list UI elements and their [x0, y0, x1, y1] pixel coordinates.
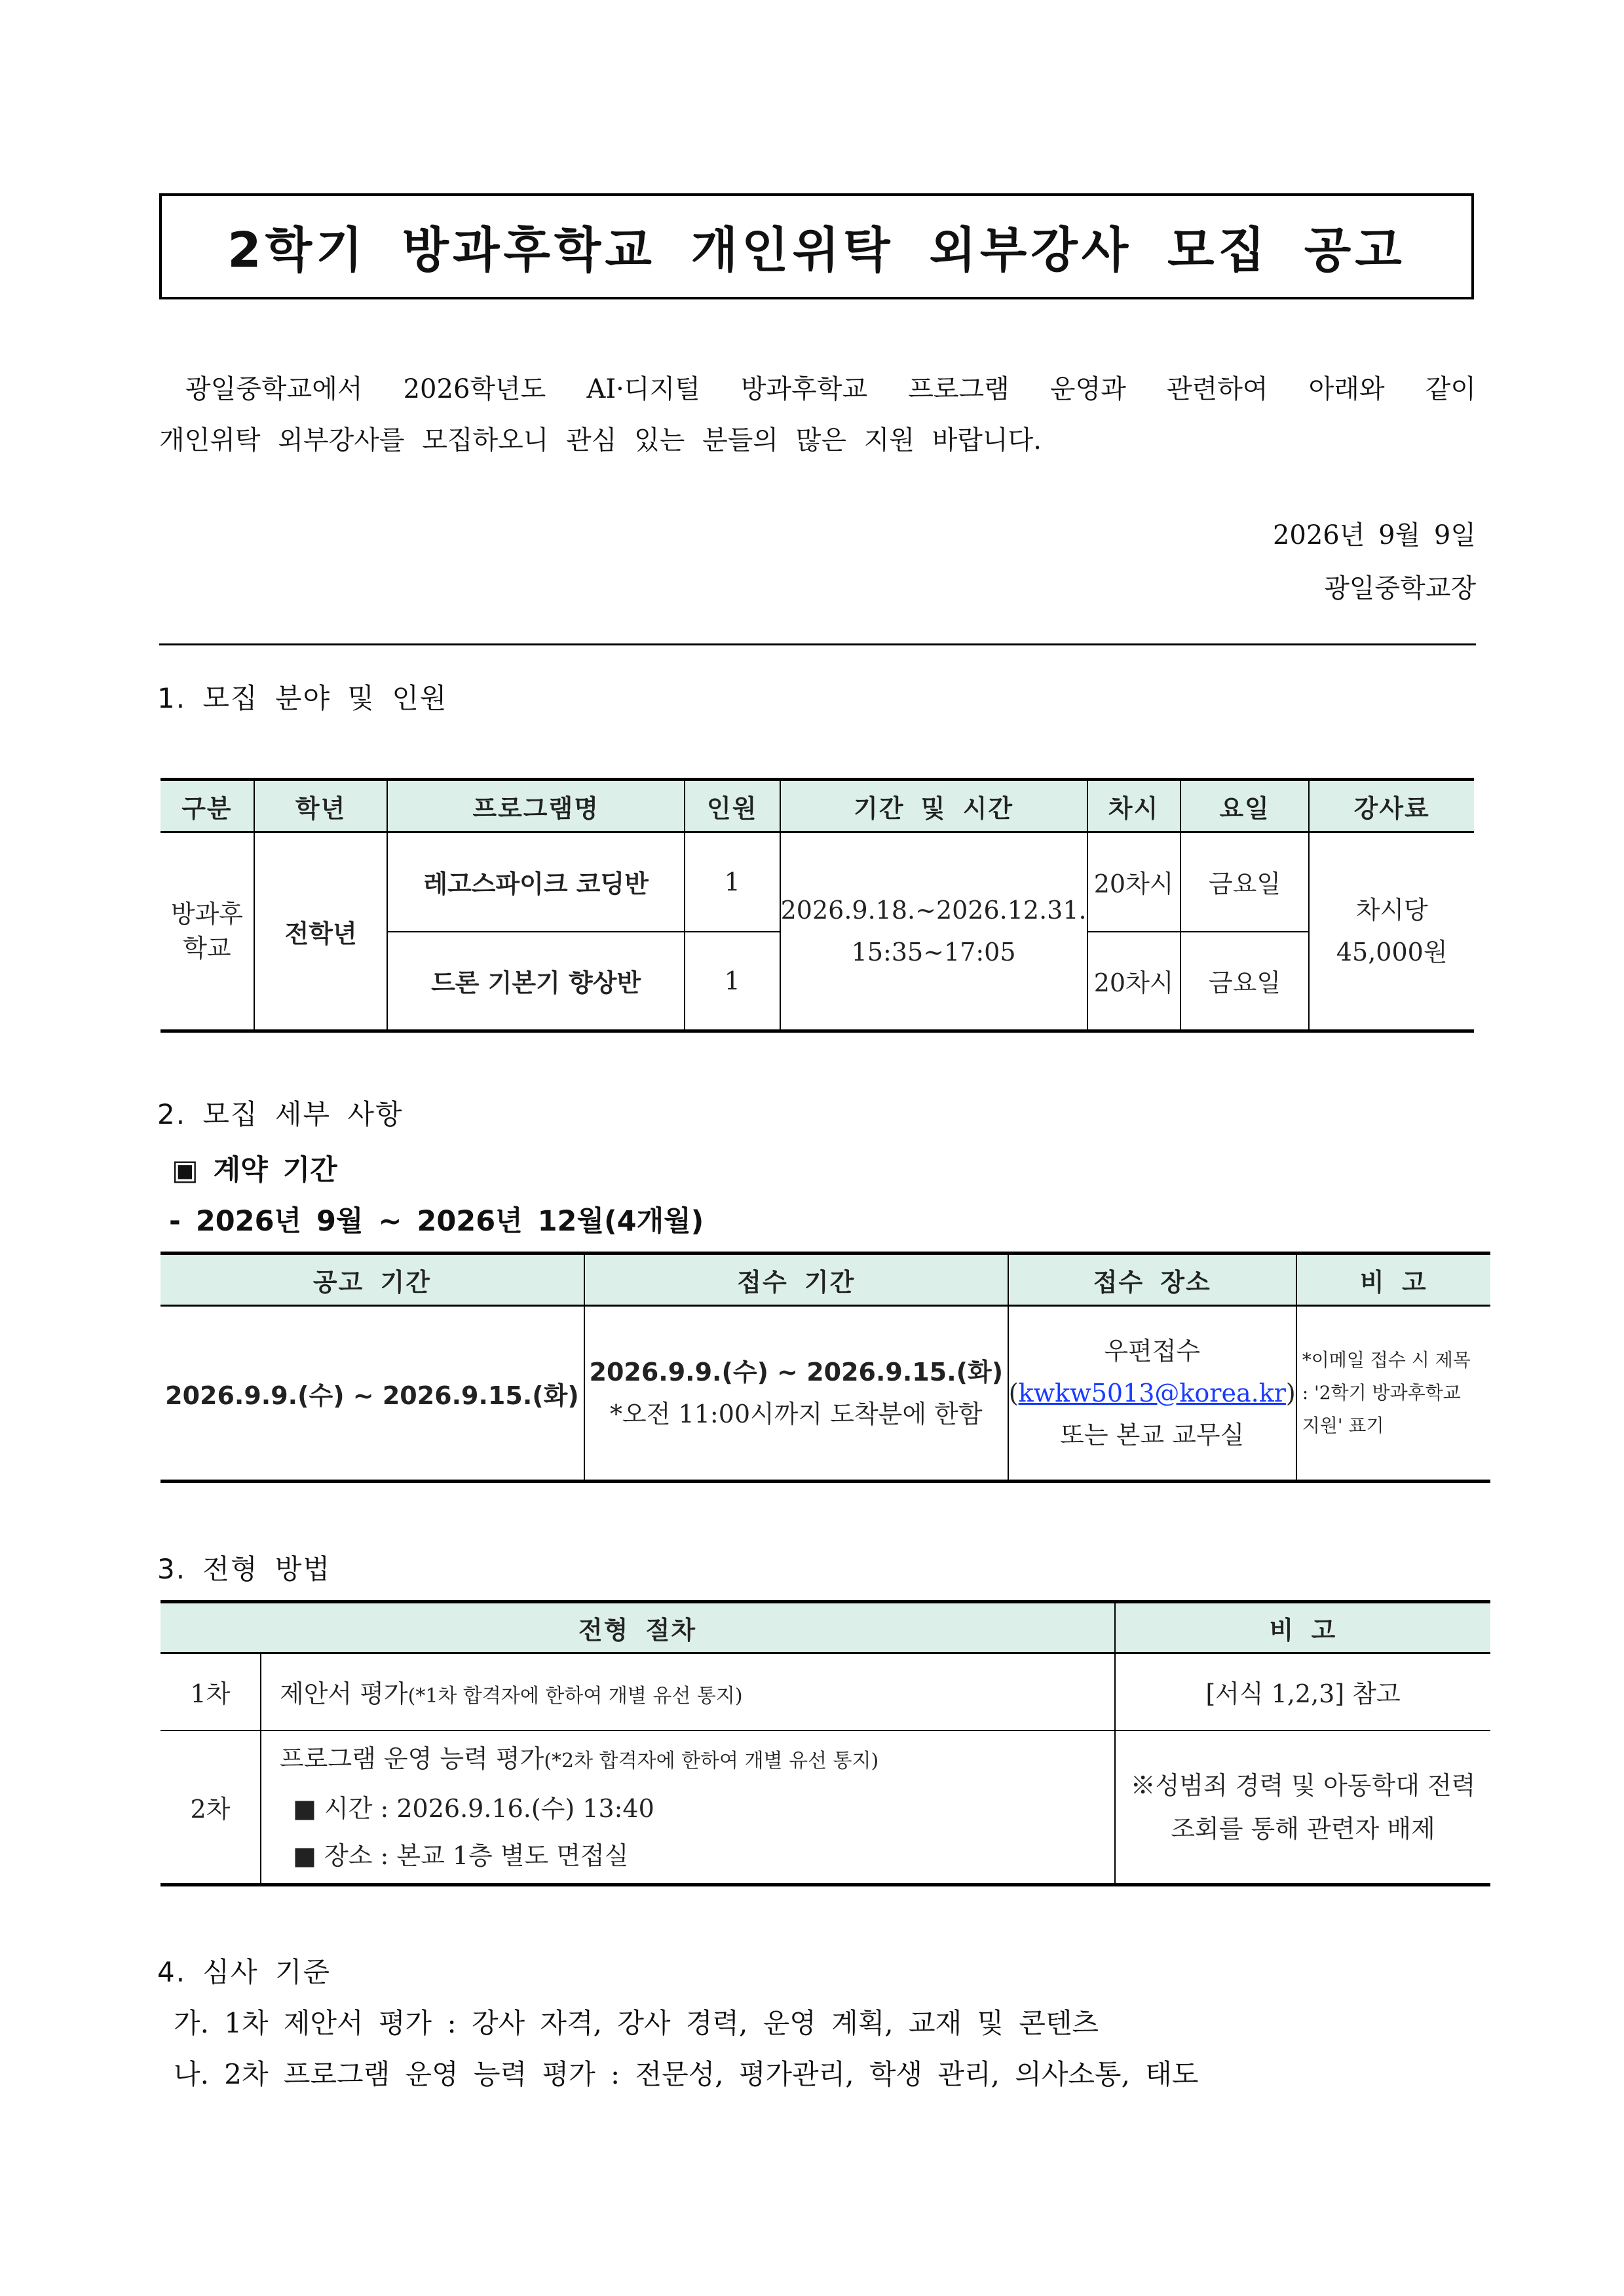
email-link[interactable]: kwkw5013@korea.kr — [1018, 1379, 1286, 1407]
receipt-note: *오전 11:00시까지 도착분에 한함 — [610, 1400, 983, 1428]
section-4-heading: 4. 심사 기준 — [157, 1956, 331, 1988]
receipt-place-cell — [1008, 1306, 1296, 1482]
email-paren-open: ( — [1008, 1379, 1019, 1407]
col-header-sessions: 차시 — [1087, 780, 1180, 832]
notice-date: 2026년 9월 9일 — [1272, 520, 1476, 550]
contract-label: ▣ 계약 기간 — [172, 1154, 337, 1187]
place-email-line — [1009, 1372, 1296, 1414]
fee-label: 차시당 — [1355, 896, 1428, 925]
col-header-notice-period: 공고 기간 — [161, 1253, 584, 1306]
count-cell: 1 — [685, 932, 780, 1031]
place-method: 우편접수 — [1104, 1337, 1201, 1366]
day-cell: 금요일 — [1180, 932, 1310, 1031]
col-header-remark: 비 고 — [1296, 1253, 1490, 1306]
category-cell: 방과후 학교 — [161, 832, 254, 1031]
intro-paragraph — [159, 364, 1476, 466]
criteria-item-1: 가. 1차 제안서 평가 : 강사 자격, 강사 경력, 운영 계획, 교재 및 콘텐츠 — [174, 2007, 1099, 2039]
section-2-heading: 2. 모집 세부 사항 — [157, 1098, 404, 1130]
grade-cell: 전학년 — [254, 832, 388, 1031]
col-header-receipt-period: 접수 기간 — [584, 1253, 1008, 1306]
col-header-count: 인원 — [685, 780, 780, 832]
step-label: 2차 — [161, 1731, 261, 1885]
interview-time: ■ 시간 : 2026.9.16.(수) 13:40 — [293, 1793, 654, 1823]
step-label: 1차 — [161, 1653, 261, 1731]
table-row — [161, 832, 1474, 932]
col-header-day: 요일 — [1180, 780, 1310, 832]
step-note: (*1차 합격자에 한하여 개별 유선 통지) — [407, 1685, 743, 1708]
notice-period-cell: 2026.9.9.(수) ~ 2026.9.15.(화) — [161, 1306, 584, 1482]
col-header-grade: 학년 — [254, 780, 388, 832]
col-header-fee: 강사료 — [1309, 780, 1474, 832]
page-title: 2학기 방과후학교 개인위탁 외부강사 모집 공고 — [227, 222, 1406, 278]
program-cell: 드론 기본기 향상반 — [387, 932, 684, 1031]
step-remark: [서식 1,2,3] 참고 — [1205, 1679, 1401, 1709]
period-time: 15:35~17:05 — [851, 938, 1016, 966]
col-header-procedure: 전형 절차 — [161, 1602, 1115, 1653]
remark-line-1: ※성범죄 경력 및 아동학대 전력 — [1130, 1770, 1476, 1800]
col-header-period: 기간 및 시간 — [780, 780, 1087, 832]
step-note: (*2차 합격자에 한하여 개별 유선 통지) — [544, 1749, 879, 1772]
period-dates: 2026.9.18.~2026.12.31. — [780, 896, 1087, 925]
program-cell: 레고스파이크 코딩반 — [387, 832, 684, 932]
table-row — [161, 1731, 1490, 1885]
title-box — [159, 193, 1474, 299]
receipt-period-cell — [584, 1306, 1008, 1482]
period-cell — [780, 832, 1087, 1031]
sessions-cell: 20차시 — [1087, 832, 1180, 932]
col-header-program: 프로그램명 — [387, 780, 684, 832]
intro-line-1: 광일중학교에서 2026학년도 AI·디지털 방과후학교 프로그램 운영과 관련하여 아래와 같이 — [185, 374, 1476, 404]
day-cell: 금요일 — [1180, 832, 1310, 932]
receipt-period: 2026.9.9.(수) ~ 2026.9.15.(화) — [589, 1358, 1004, 1387]
fee-amount: 45,000원 — [1336, 938, 1448, 966]
table-row — [161, 1653, 1490, 1731]
contract-period: - 2026년 9월 ~ 2026년 12월(4개월) — [169, 1205, 704, 1238]
intro-line-2: 개인위탁 외부강사를 모집하오니 관심 있는 분들의 많은 지원 바랍니다. — [159, 425, 1042, 455]
divider — [159, 643, 1476, 645]
remark-cell — [1296, 1306, 1490, 1482]
col-header-remark: 비 고 — [1115, 1602, 1490, 1653]
remark-line-1: *이메일 접수 시 제목 — [1302, 1349, 1471, 1371]
section-1-heading: 1. 모집 분야 및 인원 — [157, 682, 448, 714]
issuer: 광일중학교장 — [1324, 573, 1476, 603]
count-cell: 1 — [685, 832, 780, 932]
step-title: 프로그램 운영 능력 평가 — [280, 1744, 544, 1773]
remark-line-3: 지원' 표기 — [1302, 1415, 1384, 1436]
remark-line-2: : '2학기 방과후학교 — [1302, 1382, 1461, 1404]
recruitment-table — [161, 778, 1474, 1033]
criteria-item-2: 나. 2차 프로그램 운영 능력 평가 : 전문성, 평가관리, 학생 관리, 의사소통, 태도 — [174, 2058, 1199, 2090]
step-title: 제안서 평가 — [280, 1679, 408, 1709]
step-remark — [1115, 1731, 1490, 1885]
fee-cell — [1309, 832, 1474, 1031]
step-detail — [261, 1653, 1115, 1731]
col-header-receipt-place: 접수 장소 — [1008, 1253, 1296, 1306]
interview-place: ■ 장소 : 본교 1층 별도 면접실 — [293, 1841, 629, 1870]
sessions-cell: 20차시 — [1087, 932, 1180, 1031]
selection-table — [161, 1600, 1490, 1886]
remark-line-2: 조회를 통해 관련자 배제 — [1171, 1814, 1435, 1843]
col-header-category: 구분 — [161, 780, 254, 832]
email-paren-close: ) — [1285, 1379, 1296, 1407]
place-office: 또는 본교 교무실 — [1060, 1421, 1245, 1449]
step-detail — [261, 1731, 1115, 1885]
section-3-heading: 3. 전형 방법 — [157, 1553, 331, 1585]
application-table — [161, 1252, 1490, 1483]
table-row — [161, 1306, 1490, 1482]
